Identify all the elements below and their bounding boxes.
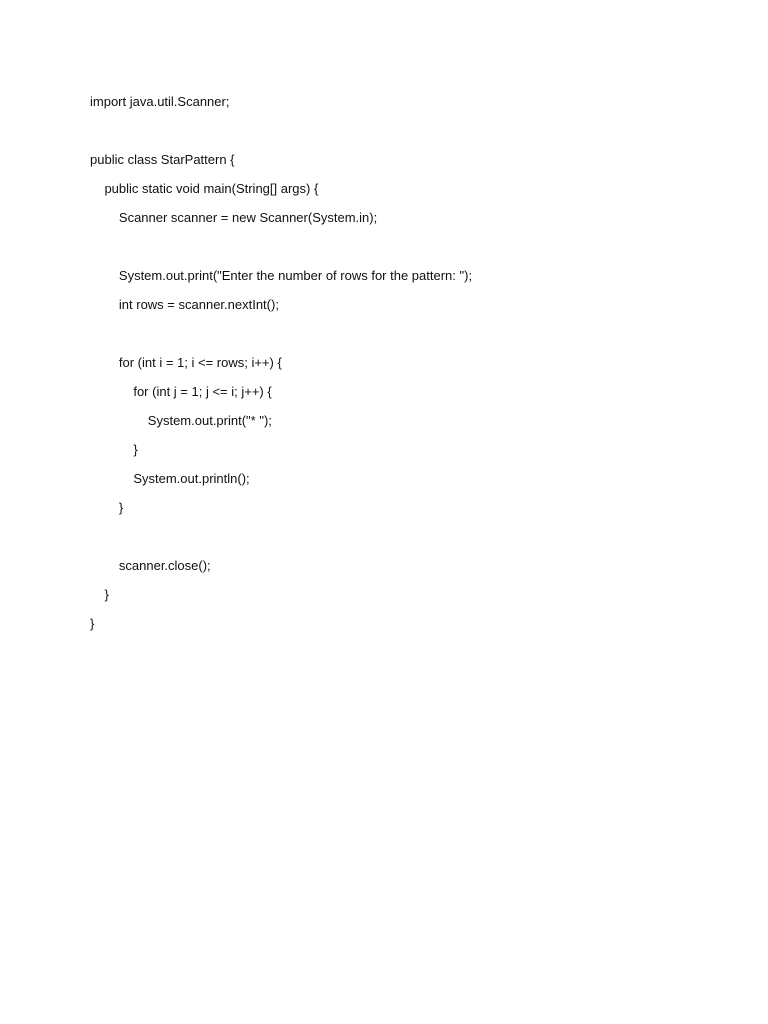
- code-line-inner-loop: for (int j = 1; j <= i; j++) {: [90, 384, 272, 399]
- code-line-blank: [90, 525, 730, 554]
- code-line-read-rows: int rows = scanner.nextInt();: [90, 297, 279, 312]
- code-line-print-prompt: System.out.print("Enter the number of rows for the pattern: ");: [90, 268, 473, 283]
- code-line-main-method: public static void main(String[] args) {: [90, 181, 319, 196]
- code-line-print-star: System.out.print("* ");: [90, 413, 272, 428]
- code-line-outer-loop: for (int i = 1; i <= rows; i++) {: [90, 355, 282, 370]
- code-line-close-method: }: [90, 587, 109, 602]
- code-line-blank: [90, 119, 730, 148]
- code-line-import: import java.util.Scanner;: [90, 94, 230, 109]
- code-line-println: System.out.println();: [90, 471, 250, 486]
- code-line-close-inner-loop: }: [90, 442, 138, 457]
- code-line-blank: [90, 235, 730, 264]
- code-line-close-outer-loop: }: [90, 500, 124, 515]
- code-line-class-declaration: public class StarPattern {: [90, 152, 235, 167]
- code-line-scanner-init: Scanner scanner = new Scanner(System.in);: [90, 210, 378, 225]
- code-line-scanner-close: scanner.close();: [90, 558, 211, 573]
- code-line-close-class: }: [90, 616, 95, 631]
- code-block: [90, 90, 730, 641]
- code-line-blank: [90, 322, 730, 351]
